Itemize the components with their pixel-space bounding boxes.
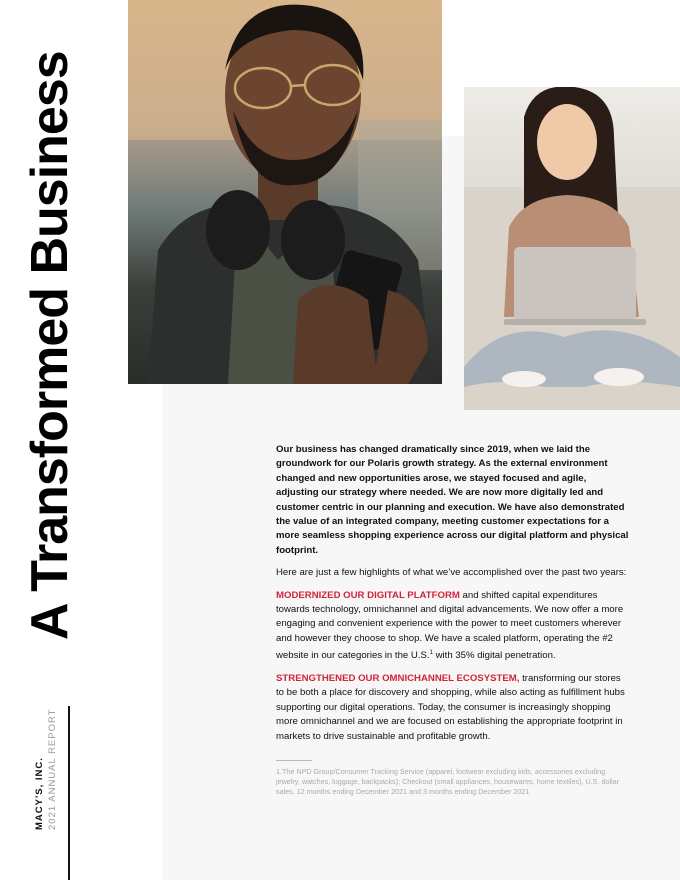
man-with-phone-photo bbox=[128, 0, 442, 384]
highlight-text: and shifted capital expenditures towards technology, omnichannel and digital advancements. We now offer a more engaging and convenient experience with the power to meet customers wherever and however they choose to shop. We have a scaled platform, operating the #2 website in our categories in the U.S. bbox=[276, 589, 624, 662]
woman-illustration bbox=[464, 87, 680, 410]
man-illustration bbox=[128, 0, 442, 384]
company-name: MACY'S, INC. bbox=[34, 757, 45, 830]
highlight-omnichannel bbox=[276, 672, 630, 744]
highlight-heading: MODERNIZED OUR DIGITAL PLATFORM bbox=[276, 589, 460, 601]
intro-paragraph: Our business has changed dramatically since 2019, when we laid the groundwork for our Polaris growth strategy. As the external environment changed and new opportunities arose, we stayed focused and agile, adjusting our strategy where needed. We are now more digitally led and customer centric in our planning and execution. We have also demonstrated the value of an integrated company, meeting customer expectations for a more seamless shopping experience across our digital platform and physical footprint. bbox=[276, 444, 629, 556]
report-name: 2021 ANNUAL REPORT bbox=[47, 708, 58, 830]
body-content bbox=[276, 443, 630, 797]
footnote-divider bbox=[276, 760, 312, 761]
footnote-marker: 1 bbox=[429, 650, 433, 657]
highlight-text: transforming our stores to be both a place for discovery and shopping, while also acting as fulfillment hubs supporting our digital operations. Today, the consumer is increasingly shopping more omnichannel and we are focused on establishing the appropriate footprint in markets to drive sustainable and profitable growth. bbox=[276, 672, 625, 742]
highlight-digital-platform bbox=[276, 589, 630, 664]
highlight-heading: STRENGTHENED OUR OMNICHANNEL ECOSYSTEM, bbox=[276, 672, 520, 684]
side-divider bbox=[68, 706, 70, 880]
footnote: 1.The NPD Group/Consumer Tracking Service (apparel, footwear excluding kids, accessories excluding jewelry, watches, luggage, backpacks); Checkout (small appliances, housewares, home textiles), U.S. dollar sales, 12 months ending December 2021 and 3 months ending December 2021 bbox=[276, 766, 620, 796]
report-brand bbox=[33, 709, 59, 831]
highlight-text-end: with 35% digital penetration. bbox=[432, 650, 556, 662]
woman-with-laptop-photo bbox=[464, 87, 680, 410]
page-title: A Transformed Business bbox=[21, 51, 79, 640]
lead-paragraph: Here are just a few highlights of what we’ve accomplished over the past two years: bbox=[276, 567, 627, 579]
